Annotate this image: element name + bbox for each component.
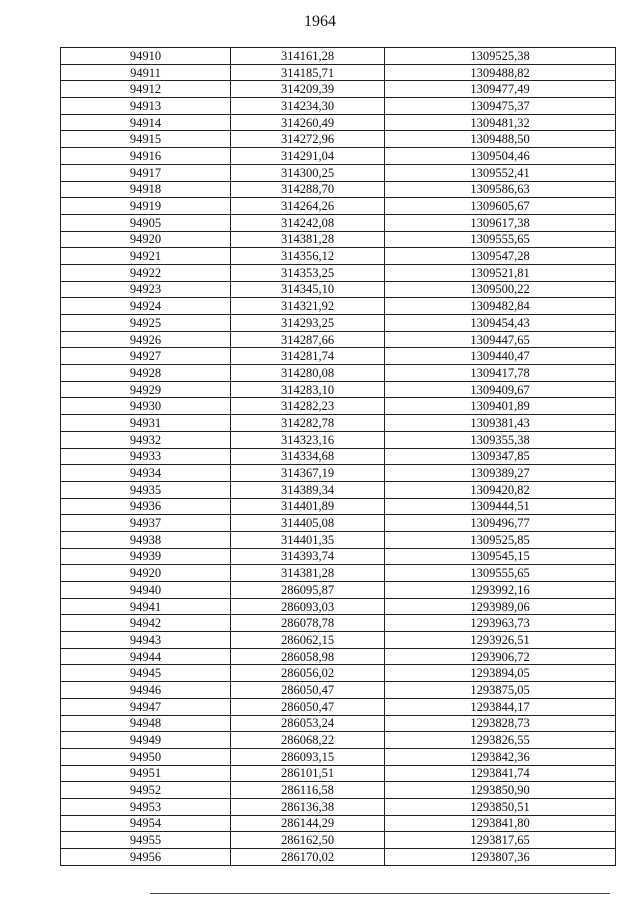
y-coordinate-cell: 1309500,22: [385, 281, 616, 298]
table-row: [61, 531, 616, 548]
bottom-divider: [150, 893, 610, 894]
x-coordinate-cell: 314264,26: [231, 198, 385, 215]
table-row: [61, 798, 616, 815]
x-coordinate-cell: 314381,28: [231, 231, 385, 248]
y-coordinate-cell: 1309488,82: [385, 64, 616, 81]
x-coordinate-cell: 314282,78: [231, 415, 385, 432]
x-coordinate-cell: 314367,19: [231, 465, 385, 482]
x-coordinate-cell: 286068,22: [231, 732, 385, 749]
point-number-cell: 94935: [61, 481, 231, 498]
table-row: [61, 498, 616, 515]
y-coordinate-cell: 1293844,17: [385, 698, 616, 715]
x-coordinate-cell: 286078,78: [231, 615, 385, 632]
x-coordinate-cell: 314300,25: [231, 164, 385, 181]
table-row: [61, 582, 616, 599]
table-row: [61, 648, 616, 665]
table-row: [61, 164, 616, 181]
y-coordinate-cell: 1293926,51: [385, 632, 616, 649]
x-coordinate-cell: 314356,12: [231, 248, 385, 265]
table-row: [61, 214, 616, 231]
point-number-cell: 94949: [61, 732, 231, 749]
table-row: [61, 381, 616, 398]
point-number-cell: 94933: [61, 448, 231, 465]
y-coordinate-cell: 1293906,72: [385, 648, 616, 665]
page-number: 1964: [304, 13, 336, 30]
x-coordinate-cell: 314280,08: [231, 365, 385, 382]
y-coordinate-cell: 1309547,28: [385, 248, 616, 265]
point-number-cell: 94944: [61, 648, 231, 665]
x-coordinate-cell: 314393,74: [231, 548, 385, 565]
table-row: [61, 331, 616, 348]
x-coordinate-cell: 314334,68: [231, 448, 385, 465]
x-coordinate-cell: 314282,23: [231, 398, 385, 415]
table-row: [61, 832, 616, 849]
point-number-cell: 94914: [61, 114, 231, 131]
point-number-cell: 94918: [61, 181, 231, 198]
x-coordinate-cell: 286093,15: [231, 748, 385, 765]
coordinates-table-body: [61, 48, 616, 866]
point-number-cell: 94929: [61, 381, 231, 398]
x-coordinate-cell: 314281,74: [231, 348, 385, 365]
y-coordinate-cell: 1309355,38: [385, 431, 616, 448]
point-number-cell: 94934: [61, 465, 231, 482]
x-coordinate-cell: 286162,50: [231, 832, 385, 849]
table-row: [61, 315, 616, 332]
x-coordinate-cell: 314161,28: [231, 48, 385, 65]
point-number-cell: 94947: [61, 698, 231, 715]
y-coordinate-cell: 1309525,85: [385, 531, 616, 548]
y-coordinate-cell: 1293963,73: [385, 615, 616, 632]
point-number-cell: 94910: [61, 48, 231, 65]
x-coordinate-cell: 314293,25: [231, 315, 385, 332]
y-coordinate-cell: 1293842,36: [385, 748, 616, 765]
point-number-cell: 94916: [61, 148, 231, 165]
y-coordinate-cell: 1309481,32: [385, 114, 616, 131]
table-row: [61, 131, 616, 148]
y-coordinate-cell: 1309409,67: [385, 381, 616, 398]
point-number-cell: 94952: [61, 782, 231, 799]
x-coordinate-cell: 314321,92: [231, 298, 385, 315]
point-number-cell: 94940: [61, 582, 231, 599]
x-coordinate-cell: 314323,16: [231, 431, 385, 448]
table-row: [61, 849, 616, 866]
x-coordinate-cell: 314287,66: [231, 331, 385, 348]
table-row: [61, 348, 616, 365]
point-number-cell: 94915: [61, 131, 231, 148]
table-row: [61, 632, 616, 649]
x-coordinate-cell: 286116,58: [231, 782, 385, 799]
x-coordinate-cell: 286058,98: [231, 648, 385, 665]
point-number-cell: 94912: [61, 81, 231, 98]
table-row: [61, 231, 616, 248]
point-number-cell: 94920: [61, 231, 231, 248]
y-coordinate-cell: 1309417,78: [385, 365, 616, 382]
table-row: [61, 148, 616, 165]
y-coordinate-cell: 1309401,89: [385, 398, 616, 415]
y-coordinate-cell: 1309381,43: [385, 415, 616, 432]
table-row: [61, 81, 616, 98]
table-row: [61, 181, 616, 198]
point-number-cell: 94948: [61, 715, 231, 732]
table-row: [61, 114, 616, 131]
y-coordinate-cell: 1293841,80: [385, 815, 616, 832]
x-coordinate-cell: 286050,47: [231, 682, 385, 699]
x-coordinate-cell: 314405,08: [231, 515, 385, 532]
point-number-cell: 94926: [61, 331, 231, 348]
y-coordinate-cell: 1309420,82: [385, 481, 616, 498]
point-number-cell: 94946: [61, 682, 231, 699]
y-coordinate-cell: 1309389,27: [385, 465, 616, 482]
table-row: [61, 48, 616, 65]
point-number-cell: 94953: [61, 798, 231, 815]
x-coordinate-cell: 314353,25: [231, 264, 385, 281]
y-coordinate-cell: 1293850,90: [385, 782, 616, 799]
table-row: [61, 682, 616, 699]
point-number-cell: 94950: [61, 748, 231, 765]
point-number-cell: 94905: [61, 214, 231, 231]
point-number-cell: 94942: [61, 615, 231, 632]
y-coordinate-cell: 1309454,43: [385, 315, 616, 332]
table-row: [61, 765, 616, 782]
table-row: [61, 748, 616, 765]
y-coordinate-cell: 1293841,74: [385, 765, 616, 782]
y-coordinate-cell: 1309504,46: [385, 148, 616, 165]
table-row: [61, 365, 616, 382]
x-coordinate-cell: 286093,03: [231, 598, 385, 615]
y-coordinate-cell: 1309444,51: [385, 498, 616, 515]
y-coordinate-cell: 1293850,51: [385, 798, 616, 815]
y-coordinate-cell: 1293807,36: [385, 849, 616, 866]
point-number-cell: 94943: [61, 632, 231, 649]
y-coordinate-cell: 1309347,85: [385, 448, 616, 465]
x-coordinate-cell: 314401,35: [231, 531, 385, 548]
point-number-cell: 94917: [61, 164, 231, 181]
y-coordinate-cell: 1309605,67: [385, 198, 616, 215]
y-coordinate-cell: 1293875,05: [385, 682, 616, 699]
table-row: [61, 465, 616, 482]
x-coordinate-cell: 314234,30: [231, 98, 385, 115]
y-coordinate-cell: 1309477,49: [385, 81, 616, 98]
point-number-cell: 94936: [61, 498, 231, 515]
x-coordinate-cell: 314242,08: [231, 214, 385, 231]
x-coordinate-cell: 314283,10: [231, 381, 385, 398]
y-coordinate-cell: 1293817,65: [385, 832, 616, 849]
y-coordinate-cell: 1309447,65: [385, 331, 616, 348]
table-row: [61, 398, 616, 415]
y-coordinate-cell: 1293992,16: [385, 582, 616, 599]
table-row: [61, 698, 616, 715]
point-number-cell: 94938: [61, 531, 231, 548]
y-coordinate-cell: 1309475,37: [385, 98, 616, 115]
x-coordinate-cell: 286062,15: [231, 632, 385, 649]
table-row: [61, 298, 616, 315]
table-row: [61, 615, 616, 632]
point-number-cell: 94951: [61, 765, 231, 782]
point-number-cell: 94941: [61, 598, 231, 615]
point-number-cell: 94924: [61, 298, 231, 315]
table-row: [61, 715, 616, 732]
y-coordinate-cell: 1309482,84: [385, 298, 616, 315]
table-row: [61, 598, 616, 615]
x-coordinate-cell: 314291,04: [231, 148, 385, 165]
x-coordinate-cell: 314389,34: [231, 481, 385, 498]
coordinates-table: [60, 47, 616, 866]
x-coordinate-cell: 286144,29: [231, 815, 385, 832]
x-coordinate-cell: 286056,02: [231, 665, 385, 682]
x-coordinate-cell: 314288,70: [231, 181, 385, 198]
table-row: [61, 548, 616, 565]
point-number-cell: 94945: [61, 665, 231, 682]
y-coordinate-cell: 1293828,73: [385, 715, 616, 732]
table-row: [61, 415, 616, 432]
x-coordinate-cell: 286170,02: [231, 849, 385, 866]
y-coordinate-cell: 1309586,63: [385, 181, 616, 198]
y-coordinate-cell: 1309617,38: [385, 214, 616, 231]
point-number-cell: 94925: [61, 315, 231, 332]
point-number-cell: 94920: [61, 565, 231, 582]
point-number-cell: 94921: [61, 248, 231, 265]
table-row: [61, 565, 616, 582]
table-row: [61, 665, 616, 682]
point-number-cell: 94919: [61, 198, 231, 215]
table-row: [61, 98, 616, 115]
point-number-cell: 94932: [61, 431, 231, 448]
x-coordinate-cell: 314185,71: [231, 64, 385, 81]
table-row: [61, 64, 616, 81]
x-coordinate-cell: 314209,39: [231, 81, 385, 98]
y-coordinate-cell: 1293826,55: [385, 732, 616, 749]
y-coordinate-cell: 1309545,15: [385, 548, 616, 565]
x-coordinate-cell: 286095,87: [231, 582, 385, 599]
point-number-cell: 94956: [61, 849, 231, 866]
y-coordinate-cell: 1309555,65: [385, 565, 616, 582]
y-coordinate-cell: 1309440,47: [385, 348, 616, 365]
table-row: [61, 264, 616, 281]
table-row: [61, 732, 616, 749]
y-coordinate-cell: 1309488,50: [385, 131, 616, 148]
point-number-cell: 94931: [61, 415, 231, 432]
table-row: [61, 248, 616, 265]
table-row: [61, 782, 616, 799]
point-number-cell: 94928: [61, 365, 231, 382]
x-coordinate-cell: 314345,10: [231, 281, 385, 298]
table-row: [61, 815, 616, 832]
table-row: [61, 198, 616, 215]
table-row: [61, 431, 616, 448]
point-number-cell: 94939: [61, 548, 231, 565]
x-coordinate-cell: 286050,47: [231, 698, 385, 715]
point-number-cell: 94913: [61, 98, 231, 115]
y-coordinate-cell: 1309525,38: [385, 48, 616, 65]
y-coordinate-cell: 1293989,06: [385, 598, 616, 615]
x-coordinate-cell: 286053,24: [231, 715, 385, 732]
point-number-cell: 94927: [61, 348, 231, 365]
table-row: [61, 481, 616, 498]
point-number-cell: 94955: [61, 832, 231, 849]
point-number-cell: 94954: [61, 815, 231, 832]
point-number-cell: 94922: [61, 264, 231, 281]
point-number-cell: 94911: [61, 64, 231, 81]
x-coordinate-cell: 286136,38: [231, 798, 385, 815]
x-coordinate-cell: 286101,51: [231, 765, 385, 782]
y-coordinate-cell: 1309555,65: [385, 231, 616, 248]
table-row: [61, 515, 616, 532]
table-row: [61, 281, 616, 298]
x-coordinate-cell: 314381,28: [231, 565, 385, 582]
x-coordinate-cell: 314401,89: [231, 498, 385, 515]
point-number-cell: 94937: [61, 515, 231, 532]
y-coordinate-cell: 1293894,05: [385, 665, 616, 682]
y-coordinate-cell: 1309521,81: [385, 264, 616, 281]
point-number-cell: 94930: [61, 398, 231, 415]
point-number-cell: 94923: [61, 281, 231, 298]
x-coordinate-cell: 314260,49: [231, 114, 385, 131]
table-row: [61, 448, 616, 465]
y-coordinate-cell: 1309496,77: [385, 515, 616, 532]
x-coordinate-cell: 314272,96: [231, 131, 385, 148]
y-coordinate-cell: 1309552,41: [385, 164, 616, 181]
